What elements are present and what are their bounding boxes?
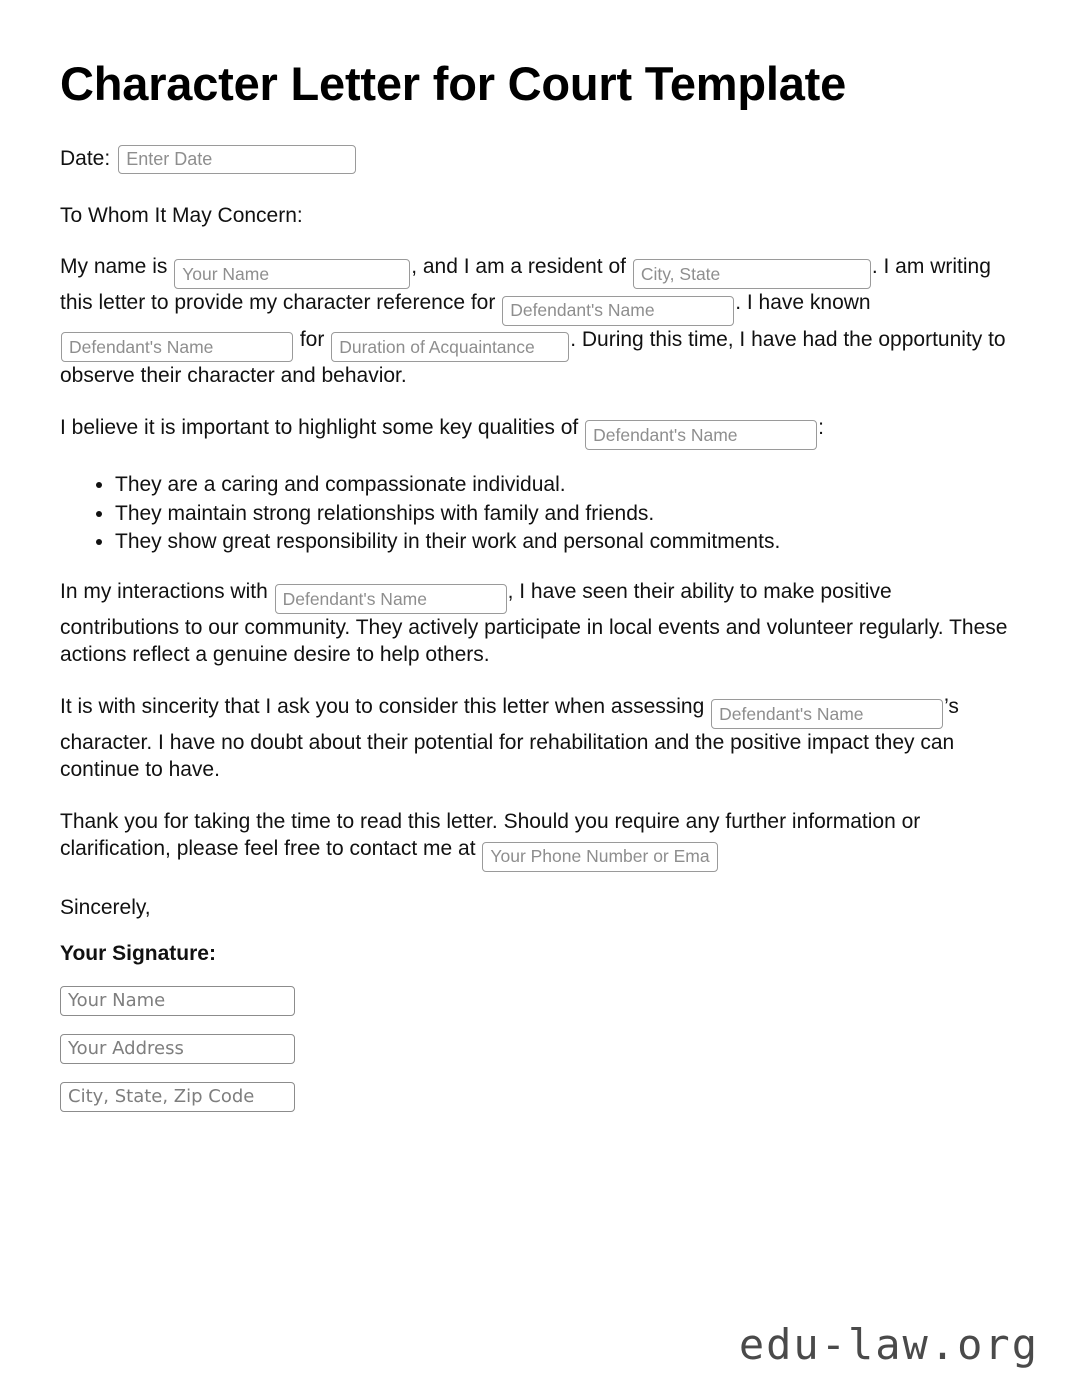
duration-input[interactable] [331, 332, 569, 362]
interactions-text-1: In my interactions with [60, 579, 268, 603]
intro-paragraph [60, 253, 1010, 390]
page-title: Character Letter for Court Template [60, 57, 847, 110]
intro-text-3: . I am writing this letter to provide my character reference for [60, 254, 991, 315]
intro-text-4: . I have known [735, 291, 871, 315]
signature-address-input[interactable] [60, 1034, 295, 1064]
defendant-name-input-2[interactable] [61, 332, 293, 362]
date-row [60, 145, 1015, 174]
closing-paragraph [60, 808, 1010, 872]
intro-text-6: . During this time, I have had the opportunity to observe their character and behavior. [60, 327, 1006, 388]
intro-text-5: for [299, 327, 325, 351]
list-item: • They maintain strong relationships with family and friends. [115, 501, 1015, 527]
signature-heading: Your Signature: [60, 941, 216, 965]
site-watermark: edu-law.org [738, 1320, 1039, 1369]
date-label: Date: [60, 147, 111, 171]
signature-fields [60, 986, 1015, 1112]
defendant-name-input-3[interactable] [585, 420, 817, 450]
interactions-text-2: , I have seen their ability to make positive contributions to our community. They actively participate in local events and volunteer regularly. These actions reflect a genuine desire to help others. [60, 579, 1008, 667]
signature-city-state-zip-input[interactable] [60, 1082, 295, 1112]
city-state-input[interactable] [633, 259, 871, 289]
sincerity-paragraph [60, 693, 1010, 784]
qualities-lead-colon: : [818, 415, 824, 439]
defendant-name-input-4[interactable] [275, 584, 507, 614]
qualities-list [60, 472, 1015, 555]
intro-text-1: My name is [60, 254, 168, 278]
list-item: • They show great responsibility in their work and personal commitments. [115, 529, 1015, 555]
signature-name-input[interactable] [60, 986, 295, 1016]
list-item: • They are a caring and compassionate individual. [115, 472, 1015, 498]
sincerely-text: Sincerely, [60, 895, 151, 919]
phone-email-input[interactable] [482, 842, 718, 872]
qualities-lead-text: I believe it is important to highlight some key qualities of [60, 415, 579, 439]
defendant-name-input-5[interactable] [711, 699, 943, 729]
sincerity-text-2: ’s character. I have no doubt about their potential for rehabilitation and the positive impact they can continue to have. [60, 694, 959, 782]
date-input[interactable] [118, 145, 356, 174]
thanks-text: Thank you for taking the time to read this letter. Should you require any further information or clarification, please feel free to contact me at [60, 809, 921, 861]
interactions-paragraph [60, 578, 1010, 669]
intro-text-2: , and I am a resident of [411, 254, 626, 278]
defendant-name-input-1[interactable] [502, 296, 734, 326]
your-name-input[interactable] [174, 259, 410, 289]
sincerity-text-1: It is with sincerity that I ask you to consider this letter when assessing [60, 694, 705, 718]
salutation: To Whom It May Concern: [60, 203, 303, 227]
qualities-lead-paragraph [60, 414, 1010, 451]
